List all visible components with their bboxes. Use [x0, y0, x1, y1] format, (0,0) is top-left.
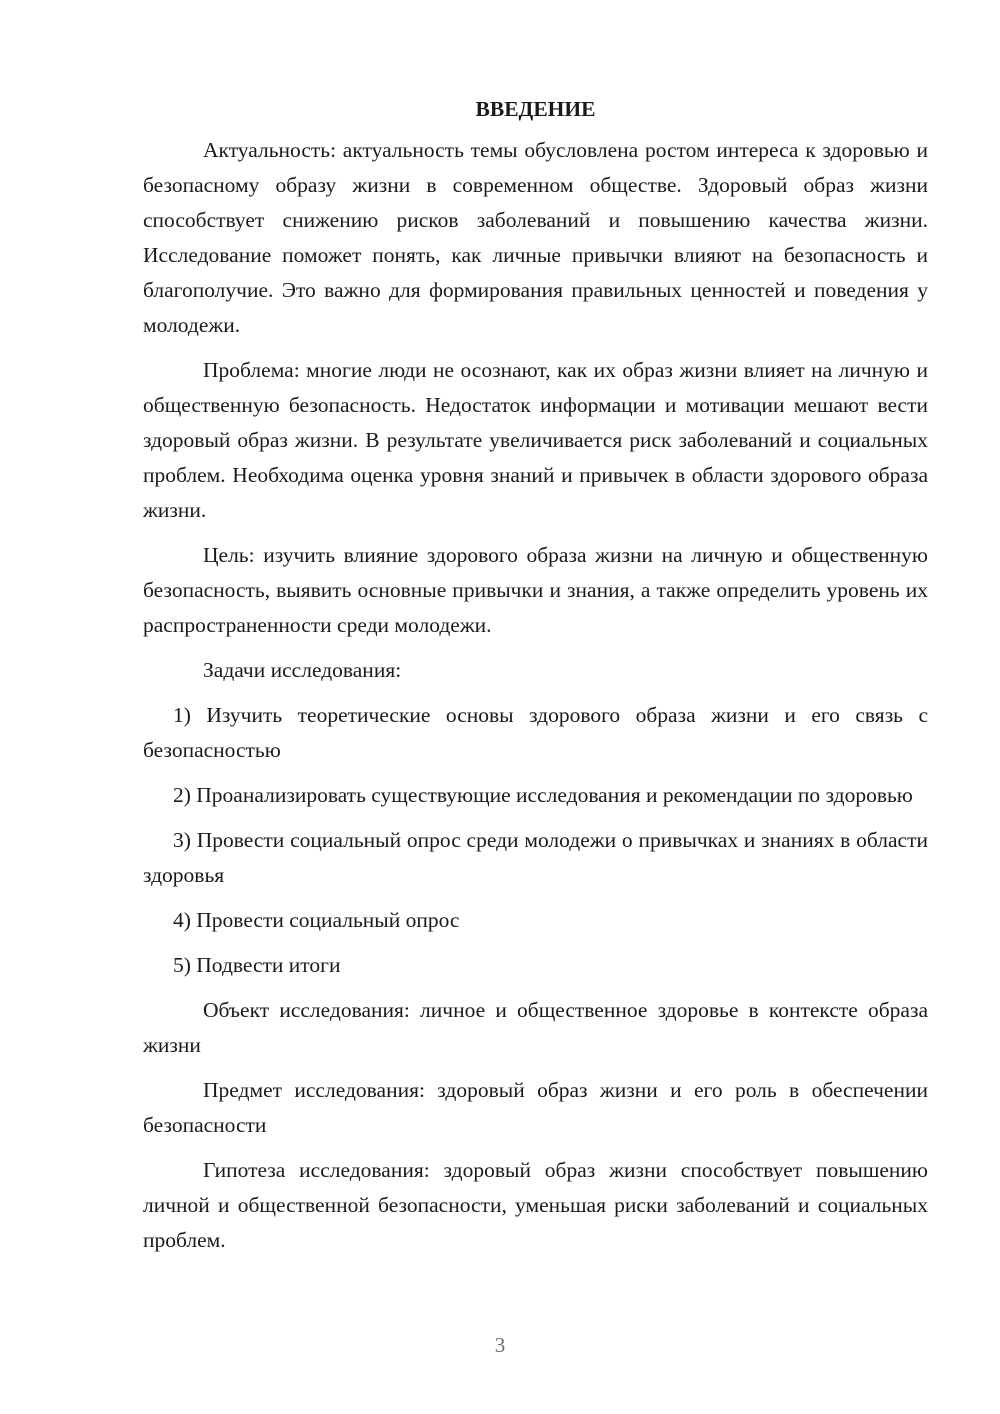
paragraph-subject: Предмет исследования: здоровый образ жизни и его роль в обеспечении безопасности — [143, 1078, 928, 1137]
paragraph-object: Объект исследования: личное и общественное здоровье в контексте образа жизни — [143, 998, 928, 1057]
task-item: 3) Провести социальный опрос среди молодежи о привычках и знаниях в области здоровья — [143, 828, 928, 887]
tasks-heading: Задачи исследования: — [203, 658, 402, 682]
task-item: 5) Подвести итоги — [173, 953, 341, 977]
paragraph-relevance: Актуальность: актуальность темы обусловлена ростом интереса к здоровью и безопасному образу жизни в современном обществе. Здоровый образ жизни способствует снижению рисков заболеваний и повышению качества жизни. Исследование поможет понять, как личные привычки влияют на безопасность и благополучие. Это важно для формирования правильных ценностей и поведения у молодежи. — [143, 138, 928, 337]
paragraph-hypothesis: Гипотеза исследования: здоровый образ жизни способствует повышению личной и общественной безопасности, уменьшая риски заболеваний и социальных проблем. — [143, 1158, 928, 1252]
section-title: ВВЕДЕНИЕ — [475, 97, 596, 121]
tasks-list — [143, 698, 928, 983]
page-number: 3 — [494, 1333, 506, 1357]
task-item: 2) Проанализировать существующие исследования и рекомендации по здоровью — [173, 783, 913, 807]
paragraph-goal: Цель: изучить влияние здорового образа жизни на личную и общественную безопасность, выявить основные привычки и знания, а также определить уровень их распространенности среди молодежи. — [143, 543, 928, 637]
task-item: 4) Провести социальный опрос — [173, 908, 460, 932]
document-page — [143, 92, 928, 1268]
task-item: 1) Изучить теоретические основы здорового образа жизни и его связь с безопасностью — [143, 703, 928, 762]
paragraph-problem: Проблема: многие люди не осознают, как их образ жизни влияет на личную и общественную безопасность. Недостаток информации и мотивации мешают вести здоровый образ жизни. В результате увеличивается риск заболеваний и социальных проблем. Необходима оценка уровня знаний и привычек в области здорового образа жизни. — [143, 358, 928, 522]
